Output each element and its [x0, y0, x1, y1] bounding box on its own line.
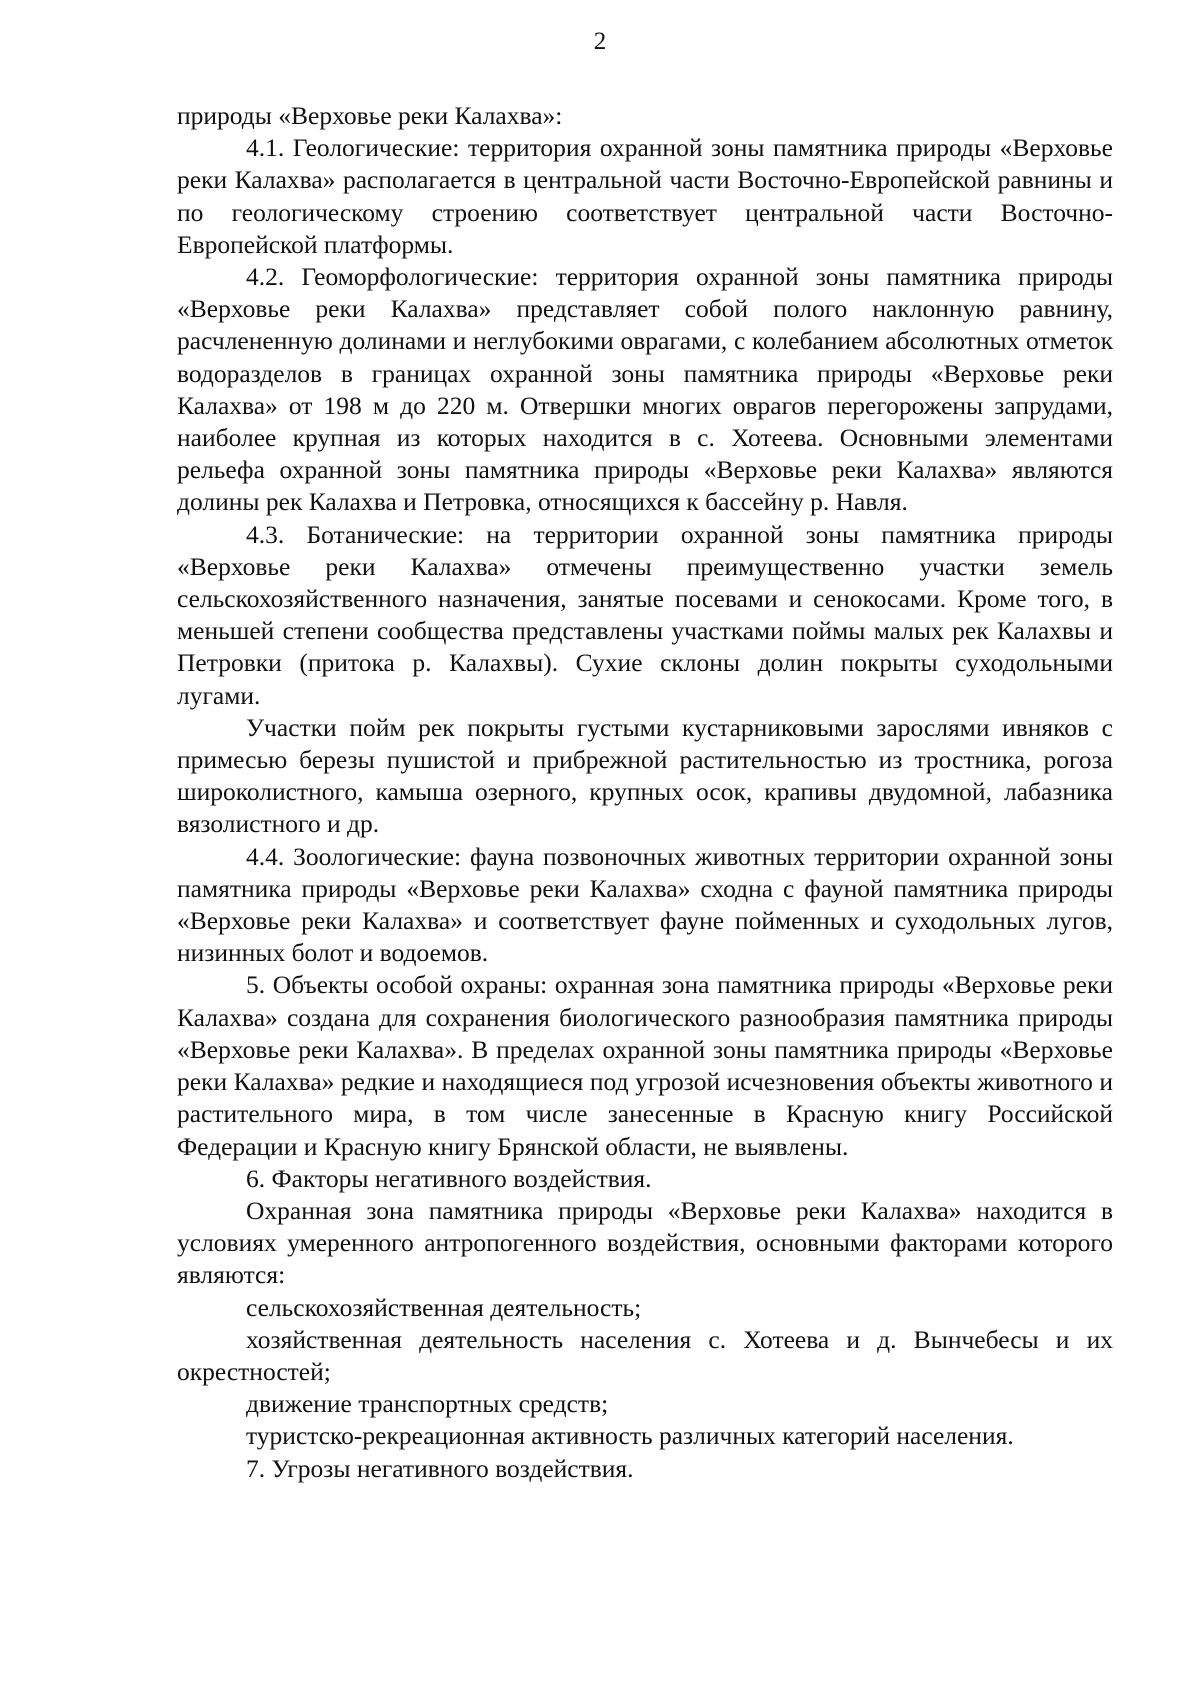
- page-number: 2: [593, 28, 607, 55]
- list-item-vehicle-traffic: движение транспортных средств;: [246, 1389, 609, 1419]
- list-item-agriculture: сельскохозяйственная деятельность;: [246, 1292, 642, 1322]
- list-item-economic-activity: хозяйственная деятельность населения с. Хотеева и д. Вынчебесы и их окрестностей;: [177, 1324, 1113, 1386]
- paragraph-protected-objects: 5. Объекты особой охраны: охранная зона памятника природы «Верховье реки Калахва» создана для сохранения биологического разнообразия памятника природы «Верховье реки Калахва». В пределах охранной зоны памятника природы «Верховье реки Калахва» редкие и находящиеся под угрозой исчезновения объекты животного и растительного мира, в том числе занесенные в Красную книгу Российской Федерации и Красную книгу Брянской области, не выявлены.: [177, 970, 1113, 1161]
- document-body: [177, 100, 1113, 1485]
- paragraph-continuation: природы «Верховье реки Калахва»:: [177, 101, 563, 130]
- paragraph-geology: 4.1. Геологические: территория охранной зоны памятника природы «Верховье реки Калахва» располагается в центральной части Восточно-Европейской равнины и по геологическому строению соответствует центральной части Восточно-Европейской платформы.: [177, 133, 1113, 259]
- paragraph-anthropogenic-impact: Охранная зона памятника природы «Верховье реки Калахва» находится в условиях умеренного антропогенного воздействия, основными факторами которого являются:: [177, 1195, 1113, 1290]
- section-heading-threats: 7. Угрозы негативного воздействия.: [246, 1453, 634, 1483]
- paragraph-botany: 4.3. Ботанические: на территории охранной зоны памятника природы «Верховье реки Калахва» отмечены преимущественно участки земель сельскохозяйственного назначения, занятые посевами и сенокосами. Кроме того, в меньшей степени сообщества представлены участками поймы малых рек Калахвы и Петровки (притока р. Калахвы). Сухие склоны долин покрыты суходольными лугами.: [177, 519, 1113, 710]
- paragraph-geomorphology: 4.2. Геоморфологические: территория охранной зоны памятника природы «Верховье реки Калахва» представляет собой полого наклонную равнину, расчлененную долинами и неглубокими оврагами, с колебанием абсолютных отметок водоразделов в границах охранной зоны памятника природы «Верховье реки Калахва» от 198 м до 220 м. Отвершки многих оврагов перегорожены запрудами, наиболее крупная из которых находится в с. Хотеева. Основными элементами рельефа охранной зоны памятника природы «Верховье реки Калахва» являются долины рек Калахва и Петровка, относящихся к бассейну р. Навля.: [177, 262, 1113, 517]
- list-item-recreation: туристско-рекреационная активность различных категорий населения.: [246, 1421, 1014, 1451]
- section-heading-negative-factors: 6. Факторы негативного воздействия.: [246, 1163, 652, 1193]
- paragraph-zoology: 4.4. Зоологические: фауна позвоночных животных территории охранной зоны памятника природы «Верховье реки Калахва» сходна с фауной памятника природы «Верховье реки Калахва» и соответствует фауне пойменных и суходольных лугов, низинных болот и водоемов.: [177, 841, 1113, 968]
- paragraph-floodplains: Участки пойм рек покрыты густыми кустарниковыми зарослями ивняков с примесью березы пушистой и прибрежной растительностью из тростника, рогоза широколистного, камыша озерного, крупных осок, крапивы двудомной, лабазника вязолистного и др.: [177, 712, 1113, 839]
